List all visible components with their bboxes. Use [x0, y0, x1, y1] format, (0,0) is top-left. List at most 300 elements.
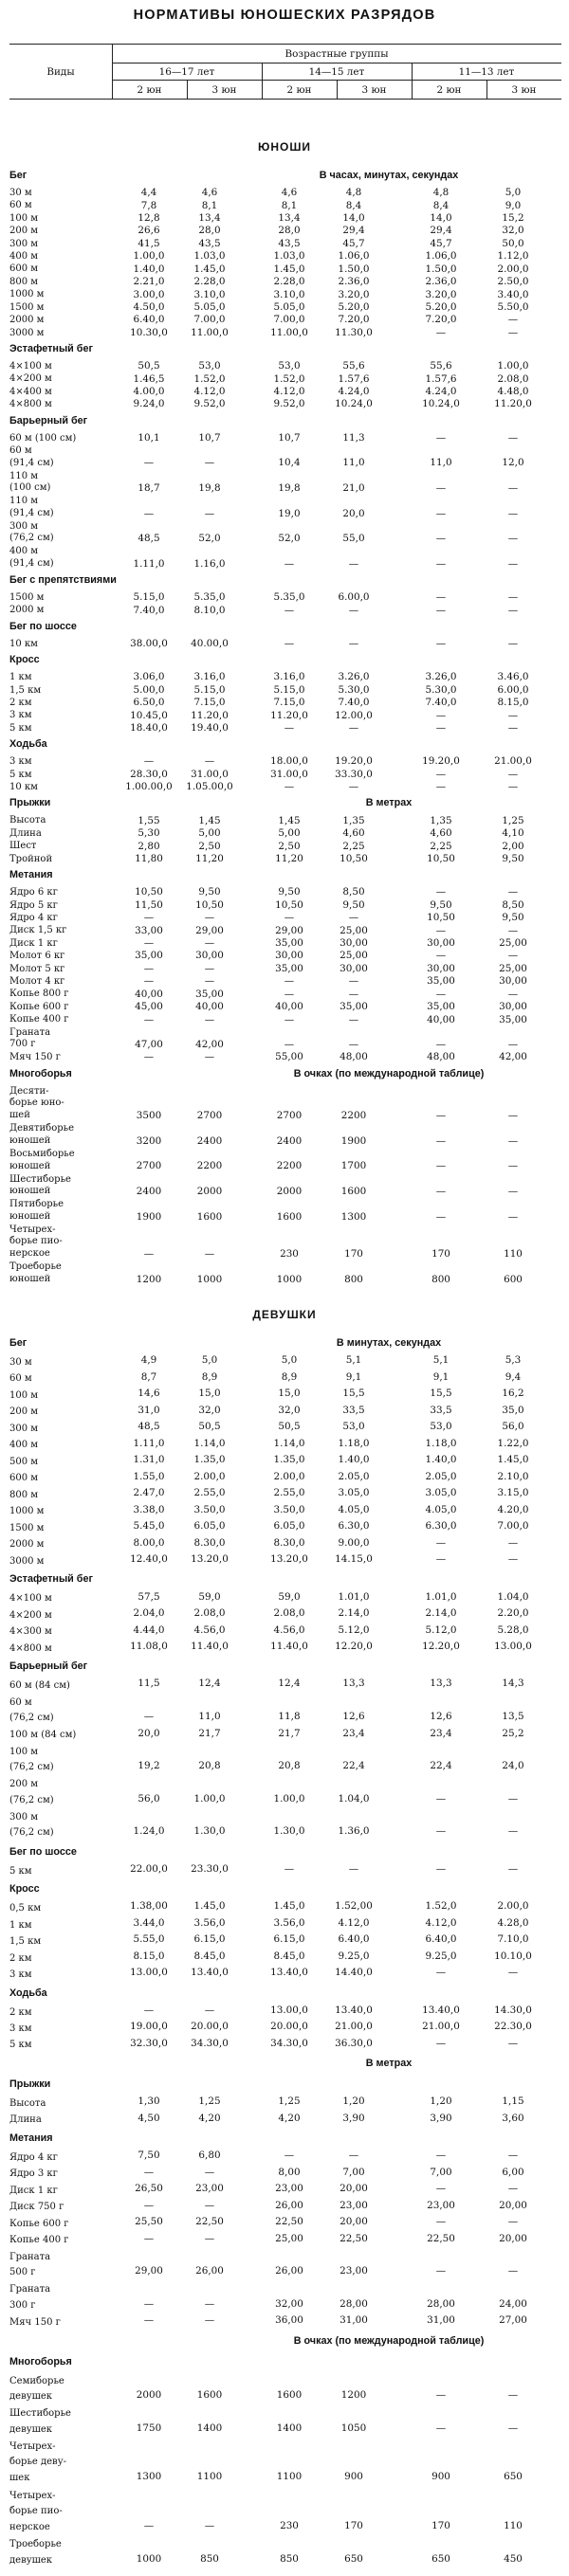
- norm-value: 1,25: [502, 814, 524, 826]
- norm-value: 1.35,0: [193, 1454, 226, 1466]
- norm-value: 12,4: [278, 1678, 301, 1690]
- event-label: 4×400 м: [9, 386, 52, 397]
- norm-value: —: [284, 1862, 295, 1875]
- norm-value: —: [143, 2314, 155, 2327]
- norm-value: 1000: [276, 1273, 303, 1285]
- norm-value: 24,00: [499, 2297, 527, 2310]
- norm-value: 2.21,0: [133, 276, 165, 288]
- norm-value: 33,00: [135, 924, 163, 936]
- norm-value: 30,00: [499, 975, 527, 988]
- norm-value: 2000: [276, 1185, 303, 1197]
- norm-value: 21,0: [342, 482, 365, 495]
- norm-value: 12.00,0: [335, 709, 373, 721]
- norm-value: 2200: [196, 1160, 223, 1172]
- norm-value: 7,00: [342, 2166, 365, 2178]
- norm-value: 1.52,00: [335, 1900, 373, 1913]
- norm-value: 2000: [196, 1185, 223, 1197]
- norm-value: 21,7: [198, 1727, 221, 1739]
- norm-value: 23,4: [342, 1727, 365, 1739]
- norm-value: 25,50: [135, 2216, 163, 2228]
- norm-value: 13.40,0: [422, 2004, 460, 2016]
- norm-value: 4,9: [140, 1354, 157, 1367]
- norm-value: 5,00: [198, 827, 221, 840]
- event-label: 300 м (76,2 см): [9, 1812, 54, 1839]
- norm-value: —: [435, 722, 447, 735]
- norm-value: 29,00: [135, 2265, 163, 2277]
- norm-value: 3.16,0: [273, 671, 305, 683]
- event-label: Диск 1 кг: [9, 937, 58, 949]
- norm-value: 5.00,0: [133, 683, 165, 696]
- norm-value: —: [204, 1013, 215, 1025]
- norm-value: 1100: [276, 2471, 303, 2483]
- norm-value: 1.06,0: [338, 250, 370, 263]
- norm-value: 2,80: [138, 840, 160, 852]
- norm-value: —: [143, 912, 155, 924]
- norm-value: 1400: [196, 2422, 223, 2434]
- norm-value: 2.28,0: [273, 276, 305, 288]
- norm-value: 1.38,00: [130, 1900, 168, 1913]
- norm-value: 23,4: [430, 1727, 452, 1739]
- norm-value: —: [204, 1248, 215, 1261]
- norm-value: 22.00,0: [130, 1862, 168, 1875]
- event-label: 2 км: [9, 1952, 32, 1964]
- norm-value: 26,6: [138, 225, 160, 237]
- event-label: 60 м: [9, 200, 32, 211]
- norm-value: 26,50: [135, 2183, 163, 2195]
- norm-value: 11.00,0: [270, 326, 308, 338]
- norm-value: 50,5: [138, 360, 160, 372]
- norm-value: 2700: [276, 1110, 303, 1122]
- norm-value: —: [435, 1039, 447, 1051]
- norm-value: 2,50: [198, 840, 221, 852]
- norm-value: 2.04,0: [133, 1607, 165, 1620]
- event-label: 2000 м: [9, 1539, 45, 1551]
- norm-value: —: [435, 326, 447, 338]
- norm-value: 31,00: [427, 2314, 455, 2327]
- norm-value: 11,0: [430, 457, 452, 469]
- group-heading: Кросс: [9, 1883, 40, 1896]
- group-heading: Прыжки: [9, 797, 51, 809]
- norm-value: 4,20: [278, 2112, 301, 2124]
- norm-value: 12,6: [342, 1711, 365, 1723]
- norm-value: 7.20,0: [338, 314, 370, 326]
- event-label: 110 м (91,4 см): [9, 496, 54, 518]
- norm-value: 15,5: [342, 1388, 365, 1400]
- event-label: Копье 800 г: [9, 989, 69, 1000]
- norm-value: —: [507, 924, 519, 936]
- norm-value: 2.05,0: [338, 1470, 370, 1482]
- norm-value: —: [435, 1185, 447, 1197]
- event-label: 3 км: [9, 2023, 32, 2034]
- norm-value: 4,6: [201, 187, 218, 199]
- norm-value: 3.38,0: [133, 1503, 165, 1515]
- norm-value: —: [348, 1039, 359, 1051]
- norm-value: 20,00: [340, 2216, 368, 2228]
- norm-value: —: [204, 2314, 215, 2327]
- norm-value: 8.45,0: [273, 1950, 305, 1962]
- norm-value: 11,0: [342, 457, 365, 469]
- norm-value: 1,15: [502, 2095, 524, 2108]
- norm-value: 4,20: [198, 2112, 221, 2124]
- group-heading: Бег по шоссе: [9, 620, 77, 632]
- event-label: 2000 м: [9, 315, 45, 326]
- norm-value: —: [507, 604, 519, 616]
- norm-value: 1700: [340, 1160, 367, 1172]
- norm-value: 800: [344, 1273, 363, 1285]
- event-label: Копье 400 г: [9, 1014, 69, 1025]
- norm-value: —: [204, 2520, 215, 2532]
- norm-value: 55,00: [275, 1051, 303, 1063]
- norm-value: 3500: [136, 1110, 162, 1122]
- norm-value: 8,00: [278, 2166, 301, 2178]
- event-label: 1500 м: [9, 591, 45, 603]
- norm-value: 110: [504, 2520, 523, 2532]
- norm-value: 10,7: [198, 431, 221, 444]
- norm-value: 5.30,0: [338, 683, 370, 696]
- norm-value: 43,5: [278, 237, 301, 249]
- norm-value: 36,00: [275, 2314, 303, 2327]
- norm-value: —: [507, 1967, 519, 1979]
- norm-value: 900: [431, 2471, 450, 2483]
- event-label: Восьмиборье юношей: [9, 1148, 75, 1171]
- norm-value: 650: [344, 2552, 363, 2565]
- norm-value: 6.30,0: [425, 1520, 457, 1533]
- norm-value: 9.24,0: [133, 398, 165, 410]
- norm-value: —: [435, 1825, 447, 1838]
- norm-value: —: [507, 2150, 519, 2162]
- norm-value: 7,00: [430, 2166, 452, 2178]
- norm-value: —: [435, 2265, 447, 2277]
- section-title: ДЕВУШКИ: [252, 1308, 317, 1321]
- norm-value: 2,25: [342, 840, 365, 852]
- norm-value: 5,30: [138, 827, 160, 840]
- group-heading: Эстафетный бег: [9, 342, 93, 354]
- norm-value: 10,7: [278, 431, 301, 444]
- norm-value: 11.20,0: [494, 398, 532, 410]
- norm-value: 4.12,0: [193, 386, 226, 398]
- norm-value: 20,8: [278, 1760, 301, 1772]
- norm-value: 4,50: [138, 2112, 160, 2124]
- norm-value: 1.52,0: [193, 372, 226, 385]
- norm-value: 6,80: [198, 2150, 221, 2162]
- group-heading: Барьерный бег: [9, 1660, 88, 1673]
- norm-value: 7.40,0: [338, 697, 370, 709]
- norm-value: 14.40,0: [335, 1967, 373, 1979]
- norm-value: 1.03,0: [193, 250, 226, 263]
- norm-value: 21.00,0: [422, 2021, 460, 2033]
- unit-heading: В очках (по международной таблице): [293, 2334, 485, 2347]
- norm-value: 2.55,0: [193, 1487, 226, 1499]
- norm-value: 18,7: [138, 482, 160, 495]
- norm-value: 1.45,0: [193, 1900, 226, 1913]
- norm-value: —: [348, 722, 359, 735]
- group-heading: Кросс: [9, 654, 40, 666]
- norm-value: 4.28,0: [497, 1916, 529, 1929]
- norm-value: 50,5: [198, 1421, 221, 1433]
- norm-value: 31.00,0: [270, 768, 308, 780]
- norm-value: 8,4: [345, 199, 362, 211]
- norm-value: 32,0: [502, 225, 524, 237]
- norm-value: 14.30,0: [494, 2004, 532, 2016]
- event-label: 1,5 км: [9, 684, 42, 696]
- event-label: Диск 1,5 кг: [9, 925, 67, 936]
- norm-value: 1.31,0: [133, 1454, 165, 1466]
- event-label: 1 км: [9, 1919, 32, 1931]
- norm-value: —: [435, 533, 447, 545]
- norm-value: 4,60: [430, 827, 452, 840]
- norm-value: 1.00,0: [273, 1792, 305, 1805]
- norm-value: —: [348, 1013, 359, 1025]
- norm-value: 6.40,0: [338, 1933, 370, 1946]
- rank-header: 3 юн: [211, 84, 237, 96]
- norm-value: 1.55,0: [133, 1470, 165, 1482]
- norm-value: 32.30,0: [130, 2037, 168, 2049]
- event-label: Копье 600 г: [9, 1001, 69, 1012]
- norm-value: 5.35,0: [193, 591, 226, 604]
- norm-value: 1,35: [430, 814, 452, 826]
- norm-value: 15,2: [502, 212, 524, 225]
- norm-value: 13.00,0: [494, 1641, 532, 1652]
- norm-value: 4.12,0: [273, 386, 305, 398]
- norm-value: 3.20,0: [425, 288, 457, 300]
- event-label: 800 м: [9, 1489, 39, 1500]
- norm-value: 3.26,0: [425, 671, 457, 683]
- norm-value: 2400: [276, 1134, 303, 1147]
- norm-value: —: [348, 912, 359, 924]
- event-label: 200 м (76,2 см): [9, 1779, 54, 1805]
- norm-value: 20,0: [342, 507, 365, 519]
- norm-value: 170: [344, 1248, 363, 1261]
- norm-value: 8.00,0: [133, 1536, 165, 1549]
- norm-value: 5,1: [345, 1354, 362, 1367]
- norm-value: 56,0: [138, 1792, 160, 1805]
- norm-value: 26,00: [275, 2265, 303, 2277]
- norm-value: 1.52,0: [273, 372, 305, 385]
- norm-value: 2.36,0: [338, 276, 370, 288]
- norm-value: 850: [280, 2552, 299, 2565]
- norm-value: 9.25,0: [338, 1950, 370, 1962]
- norm-value: —: [204, 912, 215, 924]
- norm-value: 1.40,0: [133, 263, 165, 275]
- group-heading: Многоборья: [9, 2355, 72, 2367]
- event-label: Шестиборье юношей: [9, 1173, 71, 1197]
- norm-value: 30,00: [340, 937, 368, 950]
- norm-value: 12.40,0: [130, 1553, 168, 1566]
- norm-value: 7.00,0: [273, 314, 305, 326]
- norm-value: —: [435, 768, 447, 780]
- norm-value: 8.30,0: [193, 1536, 226, 1549]
- norm-value: 15,0: [198, 1388, 221, 1400]
- norm-value: 3200: [136, 1134, 162, 1147]
- event-label: 60 м (100 см): [9, 432, 77, 444]
- norm-value: 3.56,0: [193, 1916, 226, 1929]
- norm-value: —: [435, 1862, 447, 1875]
- group-heading: Ходьба: [9, 738, 47, 751]
- event-label: 1 км: [9, 672, 32, 683]
- norm-value: 14,0: [342, 212, 365, 225]
- norm-value: 1,25: [198, 2095, 221, 2108]
- norm-value: 4.48,0: [497, 386, 529, 398]
- norm-value: —: [435, 604, 447, 616]
- table-header: [0, 32, 569, 131]
- norm-value: 28,00: [427, 2297, 455, 2310]
- norm-value: 11.40,0: [191, 1641, 229, 1652]
- norm-value: —: [348, 988, 359, 1000]
- norm-value: 22,4: [430, 1760, 452, 1772]
- norm-value: 41,5: [138, 237, 160, 249]
- norm-value: 25,00: [499, 937, 527, 950]
- norm-value: —: [284, 637, 295, 649]
- norm-value: 5,0: [505, 187, 522, 199]
- norm-value: 1.18,0: [338, 1437, 370, 1449]
- norm-value: 13.40,0: [270, 1967, 308, 1979]
- norm-value: 7.10,0: [497, 1933, 529, 1946]
- norm-value: 11.30,0: [335, 326, 373, 338]
- norm-value: 4.05,0: [425, 1503, 457, 1515]
- norm-value: 8,50: [342, 886, 365, 898]
- norm-value: 3.50,0: [193, 1503, 226, 1515]
- event-label: 3000 м: [9, 327, 45, 338]
- group-heading: Многоборья: [9, 1067, 72, 1079]
- norm-value: —: [284, 2150, 295, 2162]
- norm-value: 33.30,0: [335, 768, 373, 780]
- norm-value: 18.40,0: [130, 722, 168, 735]
- norm-value: 9,50: [430, 898, 452, 911]
- norm-value: 11,80: [135, 852, 163, 864]
- norm-value: —: [435, 1536, 447, 1549]
- norm-value: 45,7: [430, 237, 452, 249]
- norm-value: 1.35,0: [273, 1454, 305, 1466]
- norm-value: 1.11,0: [133, 557, 165, 570]
- norm-value: —: [507, 326, 519, 338]
- norm-value: —: [284, 781, 295, 793]
- norm-value: 1.03,0: [273, 250, 305, 263]
- norm-value: 10.24,0: [422, 398, 460, 410]
- norm-value: 5.15,0: [273, 683, 305, 696]
- event-label: 4×200 м: [9, 373, 52, 385]
- norm-value: 4.20,0: [497, 1503, 529, 1515]
- norm-value: 5,0: [281, 1354, 298, 1367]
- norm-value: —: [507, 591, 519, 604]
- norm-value: 15,5: [430, 1388, 452, 1400]
- norm-value: 1300: [340, 1210, 367, 1223]
- norm-value: 1400: [276, 2422, 303, 2434]
- norm-value: 1050: [340, 2422, 367, 2434]
- norm-value: 5,00: [278, 827, 301, 840]
- norm-value: —: [507, 533, 519, 545]
- norm-value: 4.12,0: [338, 1916, 370, 1929]
- event-label: 100 м (76,2 см): [9, 1746, 54, 1773]
- norm-value: 13.00,0: [130, 1967, 168, 1979]
- norm-value: 35,00: [340, 1001, 368, 1013]
- norm-value: 4,10: [502, 827, 524, 840]
- norm-value: —: [435, 1110, 447, 1122]
- norm-value: 55,6: [430, 360, 452, 372]
- unit-heading: В минутах, секундах: [336, 1337, 442, 1349]
- norm-value: 3.50,0: [273, 1503, 305, 1515]
- norm-value: 7.40,0: [133, 604, 165, 616]
- norm-value: 13,5: [502, 1711, 524, 1723]
- event-label: 1000 м: [9, 289, 45, 300]
- norm-value: 14.15,0: [335, 1553, 373, 1566]
- norm-value: 1900: [136, 1210, 162, 1223]
- norm-value: 19,2: [138, 1760, 160, 1772]
- event-label: Ядро 6 кг: [9, 887, 58, 898]
- event-label: 4×800 м: [9, 1642, 52, 1654]
- norm-value: 32,00: [275, 2297, 303, 2310]
- norm-value: 31,00: [340, 2314, 368, 2327]
- norm-value: 1.04,0: [497, 1590, 529, 1603]
- event-label: 500 м: [9, 1456, 39, 1467]
- norm-value: —: [507, 768, 519, 780]
- group-heading: Бег с препятствиями: [9, 573, 117, 586]
- norm-value: 5.45,0: [133, 1520, 165, 1533]
- norm-value: —: [204, 975, 215, 988]
- norm-value: 6.15,0: [193, 1933, 226, 1946]
- norm-value: 1,30: [138, 2095, 160, 2108]
- norm-value: 45,00: [135, 1001, 163, 1013]
- norm-value: —: [204, 755, 215, 768]
- norm-value: 13.40,0: [191, 1967, 229, 1979]
- norm-value: 5.12,0: [338, 1624, 370, 1636]
- event-label: Копье 400 г: [9, 2235, 69, 2246]
- norm-value: 2.00,0: [497, 1900, 529, 1913]
- norm-value: 1.52,0: [425, 1900, 457, 1913]
- norm-value: —: [143, 457, 155, 469]
- norm-value: 4,8: [432, 187, 450, 199]
- norm-value: —: [435, 2422, 447, 2434]
- norm-value: 10,1: [138, 431, 160, 444]
- norm-value: 8,1: [281, 199, 298, 211]
- norm-value: 59,0: [278, 1590, 301, 1603]
- norm-value: 4.50,0: [133, 300, 165, 313]
- norm-value: 6,00: [502, 2166, 524, 2178]
- event-label: 3000 м: [9, 1555, 45, 1567]
- norm-value: 2700: [136, 1160, 162, 1172]
- norm-value: 9,50: [502, 912, 524, 924]
- norm-value: 4,4: [140, 187, 157, 199]
- norm-value: 1.00,0: [133, 250, 165, 263]
- event-label: Четырех- борье деву- шек: [9, 2440, 66, 2483]
- norm-value: —: [284, 722, 295, 735]
- event-label: Тройной: [9, 853, 53, 864]
- norm-value: 30,00: [195, 950, 224, 962]
- norm-value: 3.10,0: [193, 288, 226, 300]
- norm-value: 1.01,0: [338, 1590, 370, 1603]
- event-label: Диск 1 кг: [9, 2185, 58, 2196]
- norm-value: 850: [200, 2552, 219, 2565]
- norm-value: 650: [504, 2471, 523, 2483]
- event-label: 5 км: [9, 769, 32, 780]
- norm-value: —: [435, 1134, 447, 1147]
- norm-value: 40,00: [275, 1001, 303, 1013]
- norm-value: 20,8: [198, 1760, 221, 1772]
- norm-value: 5.05,0: [273, 300, 305, 313]
- norm-value: —: [507, 1792, 519, 1805]
- norm-value: 10,4: [278, 457, 301, 469]
- event-label: Длина: [9, 827, 42, 839]
- norm-value: —: [204, 2166, 215, 2178]
- norm-value: 2000: [136, 2389, 162, 2402]
- norm-value: 35,00: [427, 975, 455, 988]
- event-label: Ядро 4 кг: [9, 912, 58, 923]
- event-label: Четырех- борье пио- нерское: [9, 2490, 63, 2532]
- norm-value: —: [143, 975, 155, 988]
- event-label: 3 км: [9, 756, 32, 768]
- norm-value: 14,6: [138, 1388, 160, 1400]
- norm-value: 8,9: [281, 1370, 298, 1383]
- event-label: Девятиборье юношей: [9, 1123, 74, 1147]
